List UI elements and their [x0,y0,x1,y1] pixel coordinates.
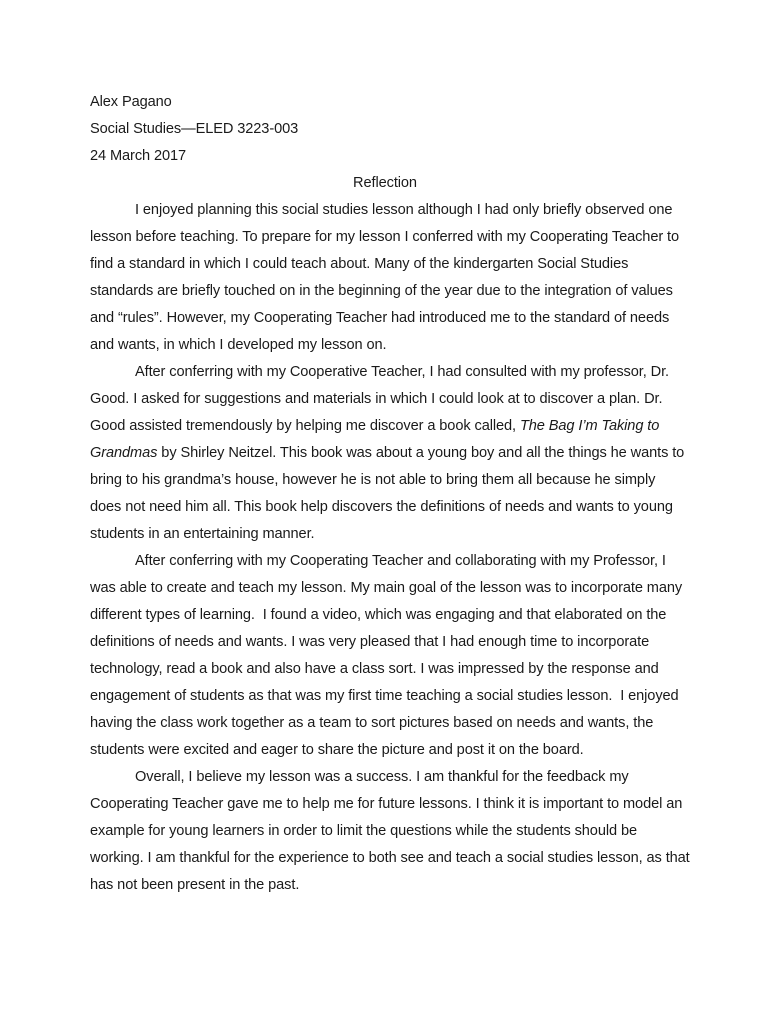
paragraph-2-text-start: After conferring with my Cooperative Teacher, I had consulted with my professor, Dr. Good. I asked for suggestions and materials in which I could look at to discover a plan. Dr. Good assisted tremendously by helping me discover a book called, [90,364,669,434]
paragraph-1: I enjoyed planning this social studies lesson although I had only briefly observed one lesson before teaching. To prepare for my lesson I conferred with my Cooperating Teacher to find a standard in which I could teach about. Many of the kindergarten Social Studies standards are briefly touched on in the beginning of the year due to the integration of values and “rules”. However, my Cooperating Teacher had introduced me to the standard of needs and wants, in which I developed my lesson on. [90,202,680,353]
paragraph-2-text-end: by Shirley Neitzel. This book was about a young boy and all the things he wants to bring to his grandma’s house, however he is not able to bring them all because he simply does not need him all. This book help discovers the definitions of needs and wants to young students in an entertaining manner. [90,445,685,542]
document-title: Reflection [353,175,417,191]
paragraph-2 [90,359,690,548]
document-body [90,89,690,899]
document-date: 24 March 2017 [90,148,187,164]
paragraph-4: Overall, I believe my lesson was a success. I am thankful for the feedback my Cooperating Teacher gave me to help me for future lessons. I think it is important to model an example for young learners in order to limit the questions while the students should be working. I am thankful for the experience to both see and teach a social studies lesson, as that has not been present in the past. [90,769,690,893]
author-name: Alex Pagano [90,94,172,110]
paragraph-3: After conferring with my Cooperating Teacher and collaborating with my Professor, I was able to create and teach my lesson. My main goal of the lesson was to incorporate many different types of learning. I found a video, which was engaging and that elaborated on the definitions of needs and wants. I was very pleased that I had enough time to incorporate technology, read a book and also have a class sort. I was impressed by the response and engagement of students as that was my first time teaching a social studies lesson. I enjoyed having the class work together as a team to sort pictures based on needs and wants, the students were excited and eager to share the picture and post it on the board. [90,553,683,758]
book-title: The Bag I’m Taking to Grandmas [90,418,660,461]
course-name: Social Studies—ELED 3223-003 [90,121,299,137]
